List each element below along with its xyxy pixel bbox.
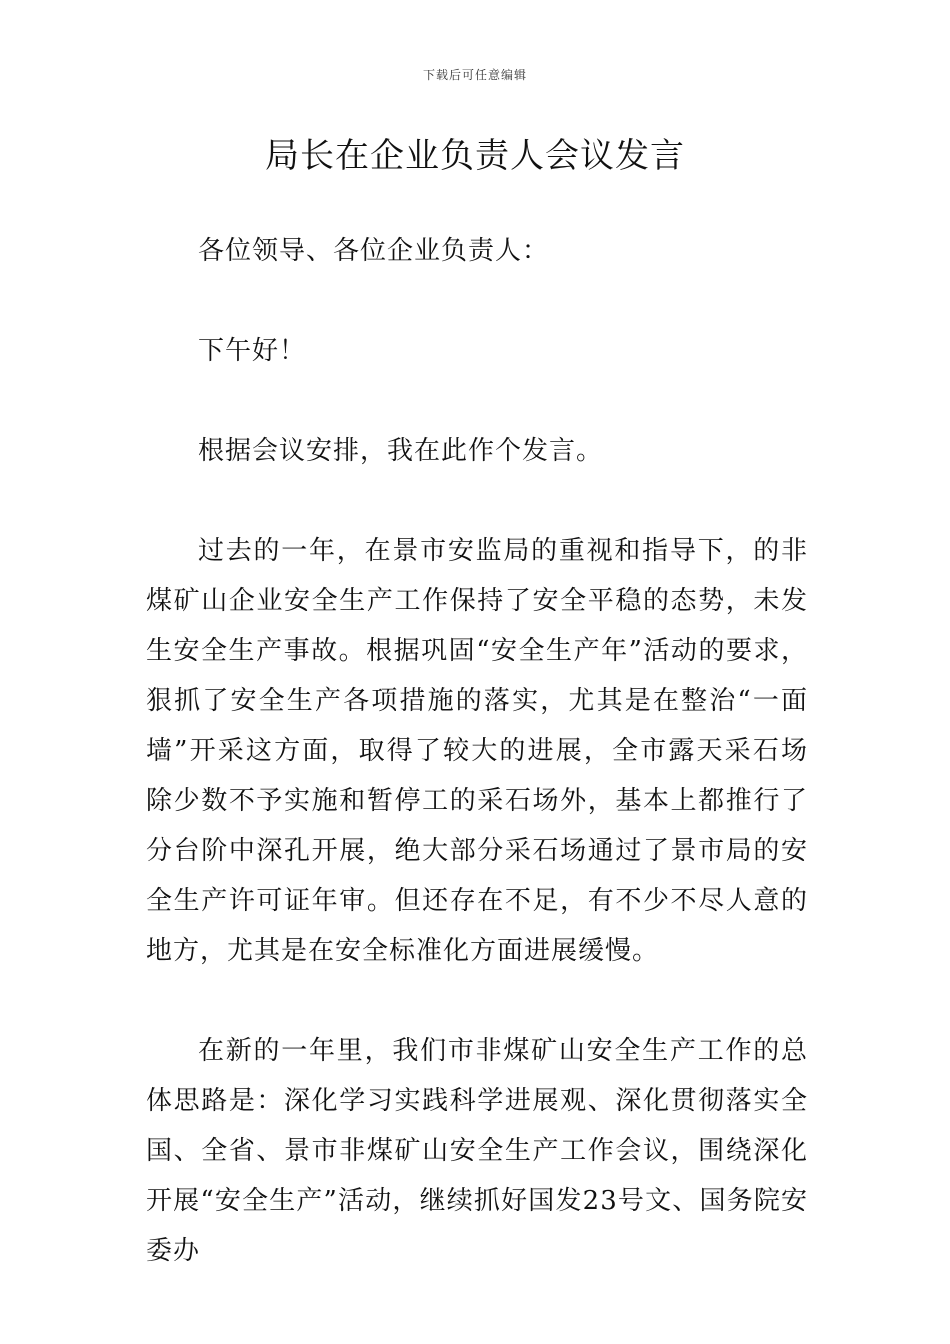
document-body bbox=[146, 226, 808, 1276]
plan-paragraph: 在新的一年里，我们市非煤矿山安全生产工作的总体思路是：深化学习实践科学进展观、深化贯彻落实全国、全省、景市非煤矿山安全生产工作会议，围绕深化开展“安全生产”活动，继续抓好国发23号文、国务院安委办 bbox=[146, 1036, 808, 1266]
header-note: 下载后可任意编辑 bbox=[422, 68, 527, 82]
greeting: 下午好！ bbox=[198, 336, 307, 366]
intro-paragraph: 根据会议安排，我在此作个发言。 bbox=[198, 436, 604, 466]
salutation: 各位领导、各位企业负责人： bbox=[198, 236, 550, 266]
review-paragraph: 过去的一年，在景市安监局的重视和指导下，的非煤矿山企业安全生产工作保持了安全平稳的态势，未发生安全生产事故。根据巩固“安全生产年”活动的要求，狠抓了安全生产各项措施的落实，尤其是在整治“一面墙”开采这方面，取得了较大的进展，全市露天采石场除少数不予实施和暂停工的采石场外，基本上都推行了分台阶中深孔开展，绝大部分采石场通过了景市局的安全生产许可证年审。但还存在不足，有不少不尽人意的地方，尤其是在安全标准化方面进展缓慢。 bbox=[146, 536, 808, 966]
document-title: 局长在企业负责人会议发言 bbox=[265, 136, 685, 176]
